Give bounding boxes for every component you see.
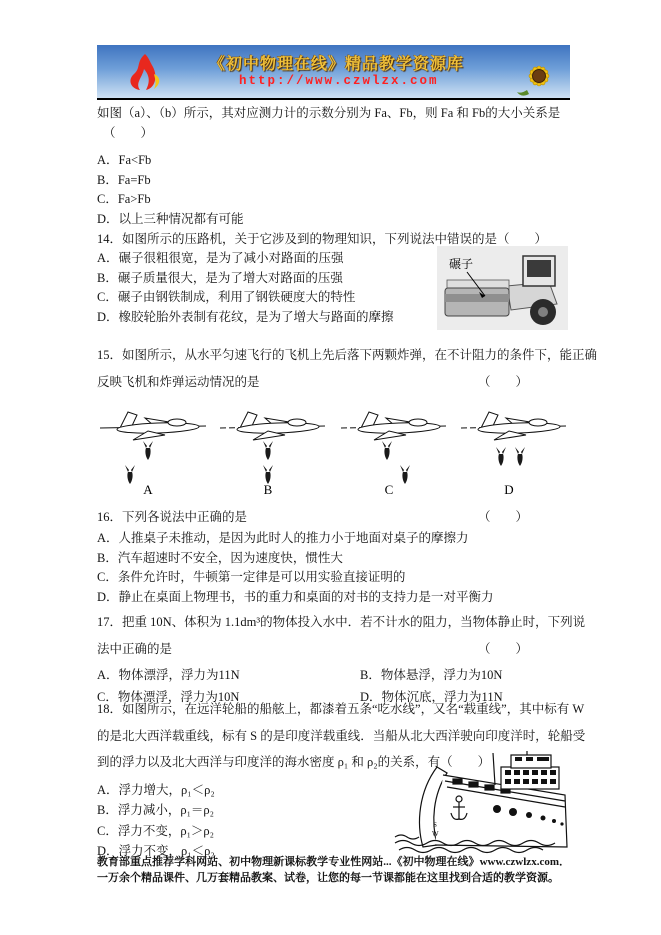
roller-label: 碾子 <box>449 257 474 271</box>
option-line: D．物体沉底，浮力为11N <box>360 689 503 704</box>
question-13-options <box>97 151 570 229</box>
diagram-label: C <box>384 482 393 497</box>
banner-title: 《初中物理在线》精品教学资源库 <box>209 56 465 73</box>
site-banner <box>97 45 570 100</box>
footer-text: 教育部重点推荐学科网站、初中物理新课标教学专业性网站...《初中物理在线》www.czwlzx.com．一万余个精品课件、几万套精品教案、试卷，让您的每一节课都能在这里找到合适的教学资源。 <box>97 856 570 884</box>
road-roller-photo <box>437 246 568 330</box>
option-line: C．物体漂浮，浮力为10N <box>97 689 240 704</box>
plane-diagram-c <box>338 399 450 497</box>
question-18-stem-line1: 18．如图所示，在远洋轮船的船舷上，都漆着五条“吃水线”，又名“载重线”，其中标有 W <box>97 702 585 716</box>
stem-text: 反映飞机和炸弹运动情况的是 <box>97 374 260 389</box>
question-15-stem-line2 <box>97 369 570 396</box>
question-15-diagrams <box>97 399 570 497</box>
diagram-label: D <box>504 482 514 497</box>
bomb-icon <box>263 441 273 460</box>
question-17-stem-line2 <box>97 636 570 663</box>
banner-url-link[interactable]: http://www.czwlzx.com <box>239 74 439 88</box>
option-line: C．Fa>Fb <box>97 192 151 206</box>
diagram-label: A <box>143 482 153 497</box>
question-17-block <box>97 609 586 708</box>
question-14-options <box>97 249 432 327</box>
stem-text: 法中正确的是 <box>97 641 173 656</box>
question-16-block <box>97 507 570 607</box>
option-line: C．浮力不变，ρ₁＞ρ₂ <box>97 823 215 838</box>
option-line: C．碾子由钢铁制成，利用了钢铁硬度大的特性 <box>97 290 356 304</box>
bomb-icon <box>400 465 410 484</box>
option-line: A．Fa<Fb <box>97 153 152 167</box>
question-16-options <box>97 529 570 607</box>
option-line: A．物体漂浮，浮力为11N <box>97 668 240 682</box>
question-14-stem: 14．如图所示的压路机，关于它涉及到的物理知识，下列说法中错误的是（ ） <box>97 232 548 246</box>
question-17-answer-bracket: （ ） <box>477 641 528 656</box>
question-17-stem-line1: 17．把重 10N、体积为 1.1dm³的物体投入水中．若不计水的阻力，当物体静止时，下列说 <box>97 615 586 629</box>
diagram-label: B <box>263 482 273 497</box>
option-line: A．人推桌子未推动，是因为此时人的推力小于地面对桌子的摩擦力 <box>97 531 469 545</box>
question-13-stem: 如图（a）、（b）所示，其对应测力计的示数分别为 Fa、Fb，则 Fa 和 Fb的大小关系是 <box>97 106 561 120</box>
question-18-stem-line2: 的是北大西洋载重线，标有 S 的是印度洋载重线．当船从北大西洋驶向印度洋时，轮船受 <box>97 728 586 743</box>
option-line: B．Fa=Fb <box>97 172 151 187</box>
option-line: B．物体悬浮，浮力为10N <box>360 668 503 682</box>
option-line: D．橡胶轮胎外表制有花纹，是为了增大与路面的摩擦 <box>97 309 394 324</box>
plane-diagram-a <box>97 399 209 497</box>
question-15-stem-line1: 15．如图所示，从水平匀速飞行的飞机上先后落下两颗炸弹，在不计阻力的条件下，能正确 <box>97 348 598 362</box>
option-line: D．静止在桌面上物理书，书的重力和桌面的对书的支持力是一对平衡力 <box>97 589 494 604</box>
question-16-answer-bracket: （ ） <box>477 510 528 524</box>
option-line: A．浮力增大，ρ₁＜ρ₂ <box>97 782 215 797</box>
option-line: D．浮力不变，ρ₁＜ρ₂ <box>97 844 215 858</box>
ship-loadline-w: W <box>432 830 439 838</box>
option-line: B．浮力减小，ρ₁＝ρ₂ <box>97 803 215 817</box>
sunflower-icon <box>516 55 562 97</box>
ship-illustration <box>393 751 570 855</box>
bomb-icon <box>382 441 392 460</box>
ship-loadline-s: S <box>433 821 437 829</box>
question-18-stem-line3: 到的浮力以及北大西洋与印度洋的海水密度 ρ₁ 和 ρ₂的关系，有（ ） <box>97 755 491 769</box>
question-18-options <box>97 780 347 862</box>
question-13-block <box>97 103 570 229</box>
question-15-answer-bracket: （ ） <box>477 374 528 389</box>
plane-diagram-b <box>217 399 329 497</box>
option-line: B．汽车超速时不安全，因为速度快，惯性大 <box>97 550 343 565</box>
bomb-icon <box>515 447 525 466</box>
bomb-icon <box>143 441 153 460</box>
option-line: C．条件允许时，牛顿第一定律是可以用实验直接证明的 <box>97 570 406 584</box>
plane-diagram-d <box>458 399 570 497</box>
option-line: B．碾子质量很大，是为了增大对路面的压强 <box>97 270 343 285</box>
question-15-block <box>97 342 598 395</box>
option-line: A．碾子很粗很宽，是为了减小对路面的压强 <box>97 251 344 265</box>
site-logo-icon <box>123 52 169 94</box>
option-line: D．以上三种情况都有可能 <box>97 211 244 226</box>
stem-text: 16．下列各说法中正确的是 <box>97 510 248 524</box>
bomb-icon <box>496 447 506 466</box>
question-16-stem <box>97 507 570 527</box>
question-13-answer-bracket: （ ） <box>103 126 154 140</box>
bomb-icon <box>125 465 135 484</box>
